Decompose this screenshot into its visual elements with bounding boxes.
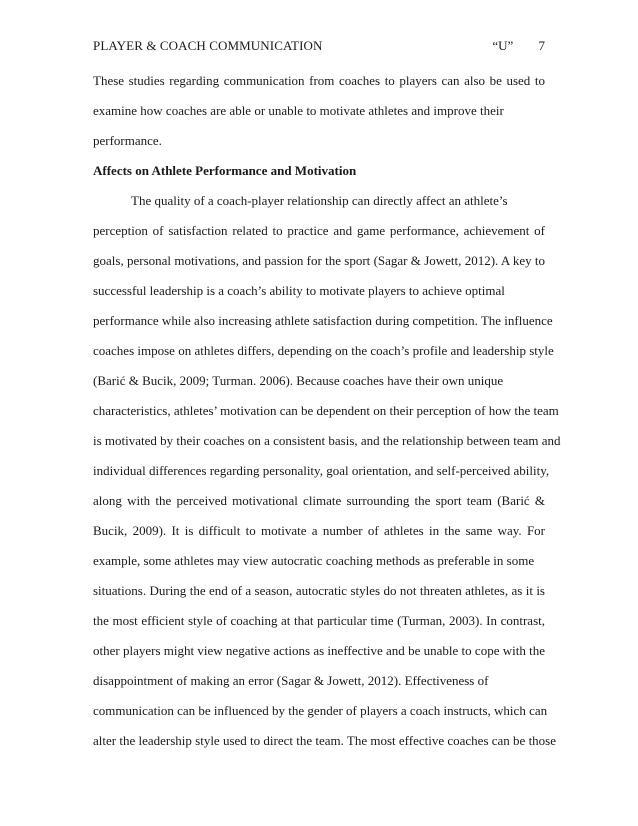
- header-right: [492, 36, 545, 56]
- paragraph-line: performance.: [93, 133, 162, 148]
- paragraph-line: characteristics, athletes’ motivation can be dependent on their perception of how the team: [93, 403, 559, 418]
- section-heading: Affects on Athlete Performance and Motivation: [93, 163, 357, 178]
- paragraph-line: communication can be influenced by the gender of players a coach instructs, which can: [93, 703, 548, 718]
- page-header: [93, 36, 545, 56]
- paragraph-line: performance while also increasing athlete satisfaction during competition. The influence: [93, 313, 553, 328]
- paragraph-line: (Barić & Bucik, 2009; Turman. 2006). Because coaches have their own unique: [93, 373, 504, 388]
- paragraph-line: The quality of a coach-player relationship can directly affect an athlete’s: [131, 193, 508, 208]
- paragraph-line: other players might view negative actions as ineffective and be unable to cope with the: [93, 643, 545, 658]
- short-title: “U”: [492, 38, 514, 53]
- paragraph-line: the most efficient style of coaching at that particular time (Turman, 2003). In contrast,: [93, 613, 545, 628]
- paragraph-line: alter the leadership style used to direct the team. The most effective coaches can be those: [93, 733, 557, 748]
- paragraph-line: examine how coaches are able or unable to motivate athletes and improve their: [93, 103, 504, 118]
- document-body: [93, 66, 561, 756]
- paragraph-line: individual differences regarding personality, goal orientation, and self-perceived ability,: [93, 463, 550, 478]
- paragraph-line: example, some athletes may view autocratic coaching methods as preferable in some: [93, 553, 535, 568]
- paragraph-line: goals, personal motivations, and passion for the sport (Sagar & Jowett, 2012). A key to: [93, 253, 545, 268]
- paragraph-line: perception of satisfaction related to practice and game performance, achievement of: [93, 223, 545, 238]
- page-number: 7: [538, 38, 545, 53]
- paragraph-line: is motivated by their coaches on a consistent basis, and the relationship between team and: [93, 433, 561, 448]
- paragraph-line: successful leadership is a coach’s ability to motivate players to achieve optimal: [93, 283, 505, 298]
- running-head: PLAYER & COACH COMMUNICATION: [93, 38, 323, 53]
- paragraph-line: Bucik, 2009). It is difficult to motivate a number of athletes in the same way. For: [93, 523, 545, 538]
- paragraph-line: disappointment of making an error (Sagar & Jowett, 2012). Effectiveness of: [93, 673, 489, 688]
- paragraph-line: These studies regarding communication from coaches to players can also be used to: [93, 73, 545, 88]
- paragraph-line: situations. During the end of a season, autocratic styles do not threaten athletes, as it is: [93, 583, 545, 598]
- paragraph-line: coaches impose on athletes differs, depending on the coach’s profile and leadership style: [93, 343, 554, 358]
- paragraph-line: along with the perceived motivational climate surrounding the sport team (Barić &: [93, 493, 545, 508]
